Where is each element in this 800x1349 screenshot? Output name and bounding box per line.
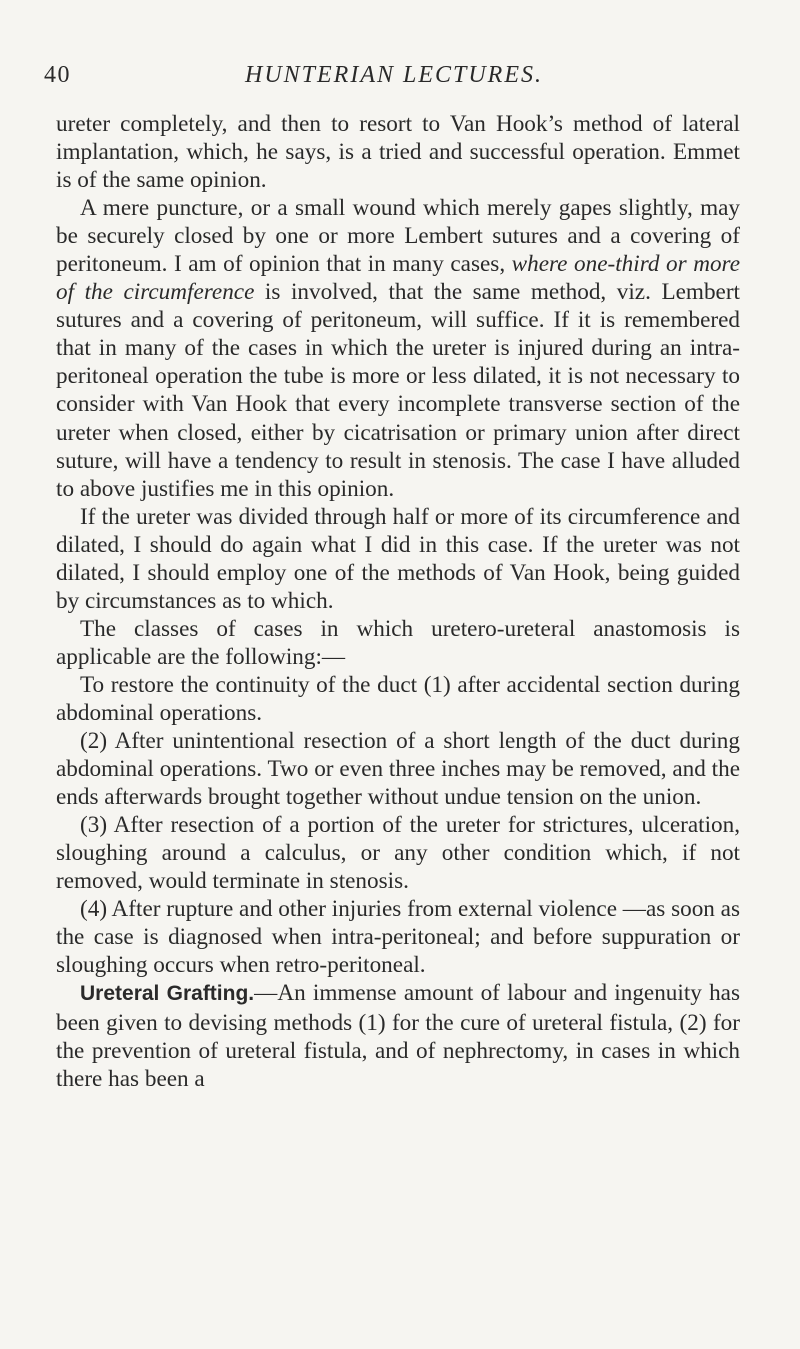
page-number: 40: [44, 62, 71, 88]
paragraph-5: To restore the continuity of the duct (1) after accidental section during abdominal operations.: [56, 671, 740, 726]
paragraph-9: [56, 979, 740, 1092]
paragraph-2-emphasis: where one-third or more of the circumference: [56, 251, 740, 306]
paragraph-8: (4) After rupture and other injuries from external violence —as soon as the case is diagnosed when intra-peritoneal; and before suppuration or sloughing occurs when retro-peritoneal.: [56, 896, 740, 979]
paragraph-2-part-a: A mere puncture, or a small wound which merely gapes slightly, may be securely closed by one or more Lembert sutures and a covering of peritoneum. I am of opinion that in many cases,: [56, 195, 740, 278]
body-text: [56, 110, 740, 1093]
running-title: HUNTERIAN LECTURES.: [244, 62, 543, 88]
paragraph-7: (3) After resection of a portion of the ureter for strictures, ulceration, sloughing around a calculus, or any other condition which, if not removed, would terminate in stenosis.: [56, 812, 740, 895]
paragraph-2-part-b: is involved, that the same method, viz. Lembert sutures and a covering of peritoneum, will suffice. If it is remembered that in many of the cases in which the ureter is injured during an intra-peritoneal operation the tube is more or less dilated, it is not necessary to consider with Van Hook that every incomplete transverse section of the ureter when closed, either by cicatrisation or primary union after direct suture, will have a tendency to result in stenosis. The case I have alluded to above justifies me in this opinion.: [56, 279, 740, 502]
paragraph-3: If the ureter was divided through half or more of its circumference and dilated, I should do again what I did in this case. If the ureter was not dilated, I should employ one of the methods of Van Hook, being guided by circumstances as to which.: [56, 503, 740, 614]
paragraph-2: [56, 194, 740, 503]
paragraph-9-text: —An immense amount of labour and ingenuity has been given to devising methods (1) for the cure of ureteral fistula, (2) for the prevention of ureteral fistula, and of nephrectomy, in cases in which there has been a: [56, 980, 740, 1092]
page-header: [44, 62, 744, 92]
paragraph-6: (2) After unintentional resection of a short length of the duct during abdominal operations. Two or even three inches may be removed, and the ends afterwards brought together without undue tension on the union.: [56, 728, 740, 811]
section-heading: Ureteral Grafting.: [80, 982, 255, 1006]
paragraph-1: ureter completely, and then to resort to Van Hook’s method of lateral implantation, which, he says, is a tried and successful operation. Emmet is of the same opinion.: [56, 111, 740, 194]
paragraph-4: The classes of cases in which uretero-ureteral anastomosis is applicable are the following:—: [56, 615, 740, 670]
